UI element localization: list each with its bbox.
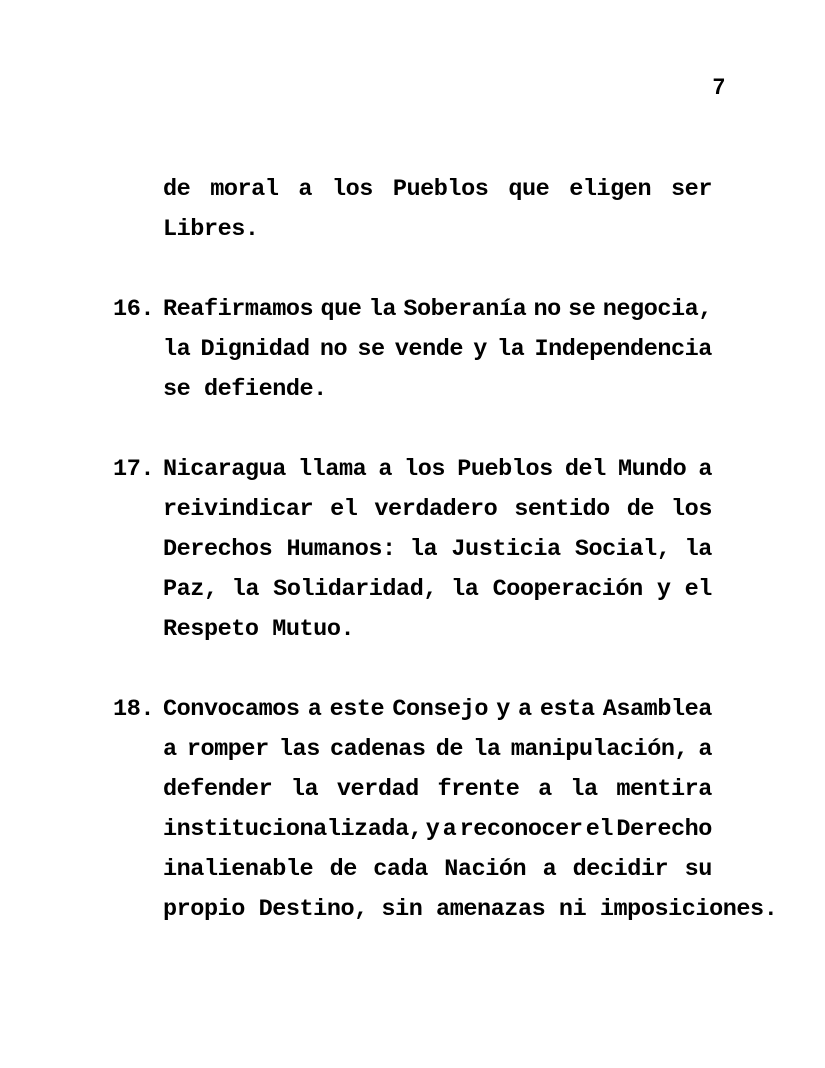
- word: y: [496, 696, 510, 723]
- list-item-number: 18.: [113, 696, 155, 723]
- page-number: 7: [712, 74, 725, 99]
- text-line: [163, 490, 712, 530]
- word: a: [307, 696, 322, 723]
- word: las: [278, 736, 320, 763]
- word: Mundo: [617, 456, 687, 483]
- word: institucionalizada,: [163, 816, 423, 843]
- text-line: [163, 730, 712, 770]
- word: de: [626, 496, 655, 523]
- word: que: [508, 176, 550, 203]
- word: moral: [210, 176, 279, 203]
- word: la: [473, 736, 501, 763]
- word: no: [533, 296, 561, 323]
- word: el: [684, 576, 712, 603]
- word: Social,: [574, 536, 671, 563]
- word: la: [231, 576, 260, 603]
- word: no: [319, 336, 348, 363]
- word: a: [378, 456, 393, 483]
- word: este: [329, 696, 385, 723]
- text-line: [163, 530, 712, 570]
- word: a: [698, 456, 712, 483]
- word: Paz,: [163, 576, 218, 603]
- text-line: propio Destino, sin amenazas ni imposiciones.: [163, 896, 778, 923]
- word: de: [435, 736, 464, 763]
- numbered-paragraph: [113, 690, 778, 930]
- text-line: [163, 170, 712, 210]
- word: y: [473, 336, 487, 363]
- word: a: [298, 176, 313, 203]
- word: Cooperación: [492, 576, 643, 603]
- word: a: [698, 736, 712, 763]
- word: cada: [373, 856, 428, 883]
- word: llama: [297, 456, 367, 483]
- text-line: se defiende.: [163, 376, 327, 403]
- text-line: [163, 690, 712, 730]
- word: sentido: [514, 496, 610, 523]
- text-line: [163, 770, 712, 810]
- word: la: [684, 536, 712, 563]
- word: frente: [437, 776, 520, 803]
- numbered-paragraph: [113, 450, 712, 650]
- word: a: [518, 696, 532, 723]
- text-line: [163, 450, 712, 490]
- word: los: [404, 456, 446, 483]
- word: la: [497, 336, 525, 363]
- word: se: [568, 296, 596, 323]
- word: Dignidad: [200, 336, 310, 363]
- text-line: [163, 330, 712, 370]
- word: la: [570, 776, 598, 803]
- word: cadenas: [330, 736, 426, 763]
- word: del: [564, 456, 606, 483]
- word: a: [538, 776, 552, 803]
- word: la: [451, 576, 479, 603]
- word: que: [320, 296, 362, 323]
- word: esta: [539, 696, 595, 723]
- word: la: [409, 536, 438, 563]
- word: su: [684, 856, 712, 883]
- word: Reafirmamos: [163, 296, 314, 323]
- word: Nación: [444, 856, 527, 883]
- word: Asamblea: [602, 696, 712, 723]
- paragraph-text: [163, 690, 778, 930]
- list-item-number: 16.: [113, 296, 155, 323]
- word: verdadero: [374, 496, 498, 523]
- word: Nicaragua: [163, 456, 286, 483]
- word: se: [357, 336, 385, 363]
- word: Pueblos: [457, 456, 553, 483]
- word: Derecho: [616, 816, 712, 843]
- word: Humanos:: [286, 536, 396, 563]
- word: vende: [394, 336, 464, 363]
- paragraph-text: [163, 170, 712, 250]
- word: la: [368, 296, 397, 323]
- word: eligen: [569, 176, 652, 203]
- word: reivindicar: [163, 496, 314, 523]
- text-line: [163, 810, 712, 850]
- continuation-paragraph: [113, 170, 712, 250]
- word: defender: [163, 776, 273, 803]
- word: reconocer: [459, 816, 583, 843]
- word: decidir: [572, 856, 669, 883]
- word: a: [163, 736, 177, 763]
- text-line: Respeto Mutuo.: [163, 616, 355, 643]
- word: y: [425, 816, 440, 843]
- word: negocia,: [602, 296, 712, 323]
- word: a: [542, 856, 557, 883]
- word: Convocamos: [163, 696, 300, 723]
- word: Pueblos: [392, 176, 489, 203]
- word: los: [331, 176, 373, 203]
- word: la: [290, 776, 319, 803]
- paragraph-text: [163, 450, 712, 650]
- numbered-paragraph: [113, 290, 712, 410]
- text-line: [163, 850, 712, 890]
- word: romper: [186, 736, 269, 763]
- paragraph-text: [163, 290, 712, 410]
- word: de: [329, 856, 357, 883]
- word: y: [656, 576, 671, 603]
- word: Independencia: [534, 336, 712, 363]
- word: Consejo: [392, 696, 488, 723]
- word: Justicia: [451, 536, 561, 563]
- text-line: [163, 570, 712, 610]
- word: a: [442, 816, 457, 843]
- word: Derechos: [163, 536, 273, 563]
- word: los: [671, 496, 712, 523]
- word: el: [330, 496, 358, 523]
- word: inalienable: [163, 856, 314, 883]
- list-item-number: 17.: [113, 456, 155, 483]
- word: de: [163, 176, 191, 203]
- text-line: Libres.: [163, 216, 259, 243]
- document-body: [113, 170, 778, 930]
- word: verdad: [336, 776, 419, 803]
- word: la: [163, 336, 191, 363]
- word: mentira: [616, 776, 712, 803]
- word: manipulación,: [510, 736, 689, 763]
- word: ser: [671, 176, 712, 203]
- text-line: [163, 290, 712, 330]
- word: Solidaridad,: [273, 576, 437, 603]
- word: el: [585, 816, 614, 843]
- word: Soberanía: [403, 296, 527, 323]
